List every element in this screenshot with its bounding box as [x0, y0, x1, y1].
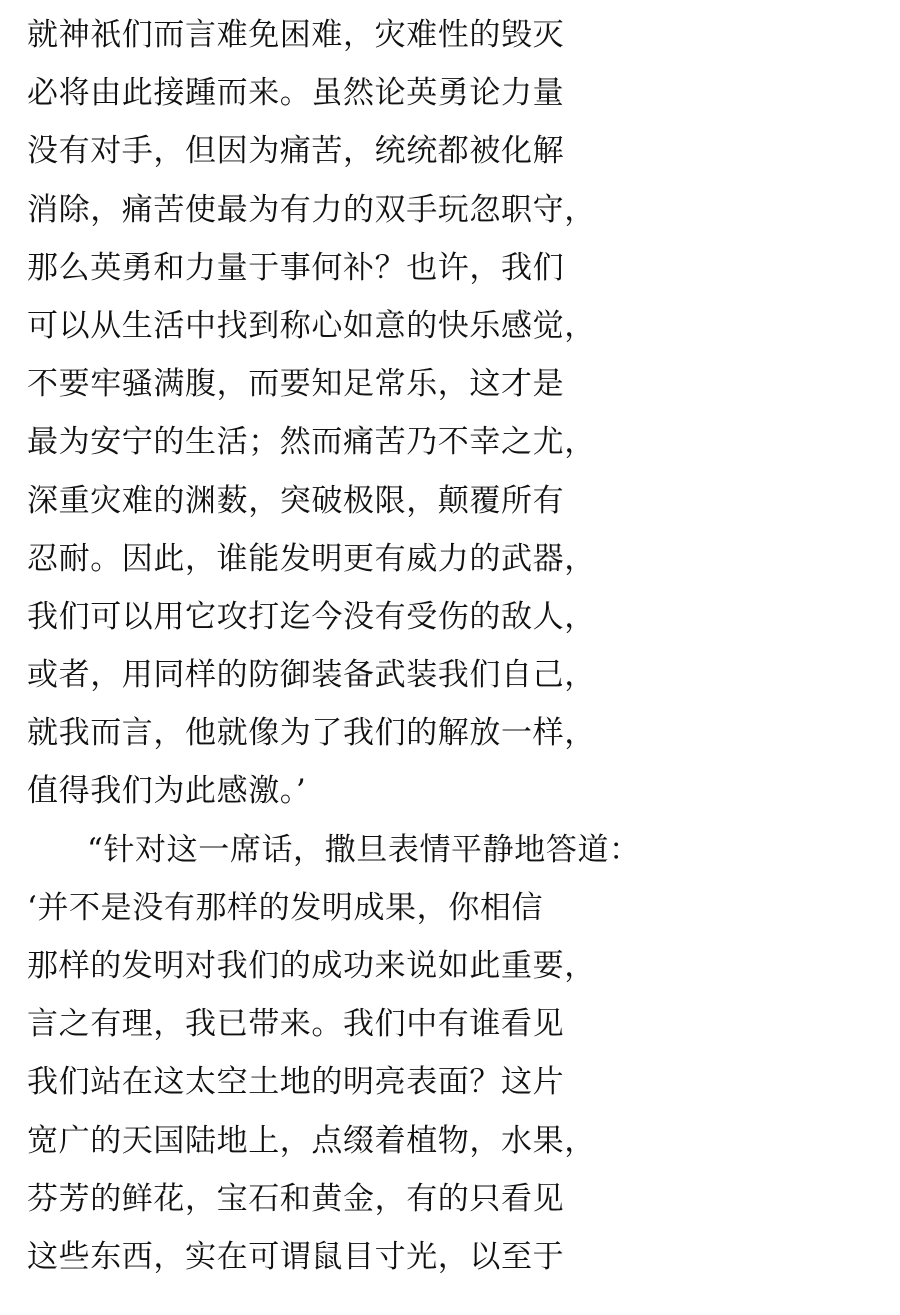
text-line: 芬芳的鲜花，宝石和黄金，有的只看见	[27, 1180, 565, 1217]
text-line: 消除，痛苦使最为有力的双手玩忽职守，	[27, 191, 596, 228]
text-line: 那么英勇和力量于事何补？也许，我们	[27, 249, 565, 286]
text-line: 就我而言，他就像为了我们的解放一样，	[27, 715, 596, 752]
text-line: ‘并不是没有那样的发明成果，你相信	[27, 889, 544, 926]
body-text	[27, 6, 887, 1286]
text-line: 就神祇们而言难免困难，灾难性的毁灭	[27, 17, 565, 53]
text-line: 这些东西，实在可谓鼠目寸光，以至于	[27, 1238, 565, 1275]
paragraph-start-line: “针对这一席话，撒旦表情平静地答道：	[87, 831, 641, 868]
text-line: 我们可以用它攻打迄今没有受伤的敌人，	[27, 598, 596, 635]
text-line: 言之有理，我已带来。我们中有谁看见	[27, 1006, 565, 1043]
text-line: 或者，用同样的防御装备武装我们自己，	[27, 657, 596, 694]
text-line: 没有对手，但因为痛苦，统统都被化解	[27, 133, 565, 170]
text-line: 宽广的天国陆地上，点缀着植物，水果，	[27, 1122, 596, 1159]
text-line: 忍耐。因此，谁能发明更有威力的武器，	[27, 540, 596, 577]
text-line: 那样的发明对我们的成功来说如此重要，	[27, 948, 596, 984]
text-line: 可以从生活中找到称心如意的快乐感觉，	[27, 307, 596, 344]
text-line: 必将由此接踵而来。虽然论英勇论力量	[27, 75, 565, 112]
text-line: 最为安宁的生活；然而痛苦乃不幸之尤，	[27, 424, 596, 461]
text-line: 深重灾难的渊薮，突破极限，颠覆所有	[27, 482, 565, 519]
text-line: 值得我们为此感激。’	[27, 773, 307, 810]
text-line: 不要牢骚满腹，而要知足常乐，这才是	[27, 366, 565, 403]
text-line: 我们站在这太空土地的明亮表面？这片	[27, 1064, 565, 1101]
